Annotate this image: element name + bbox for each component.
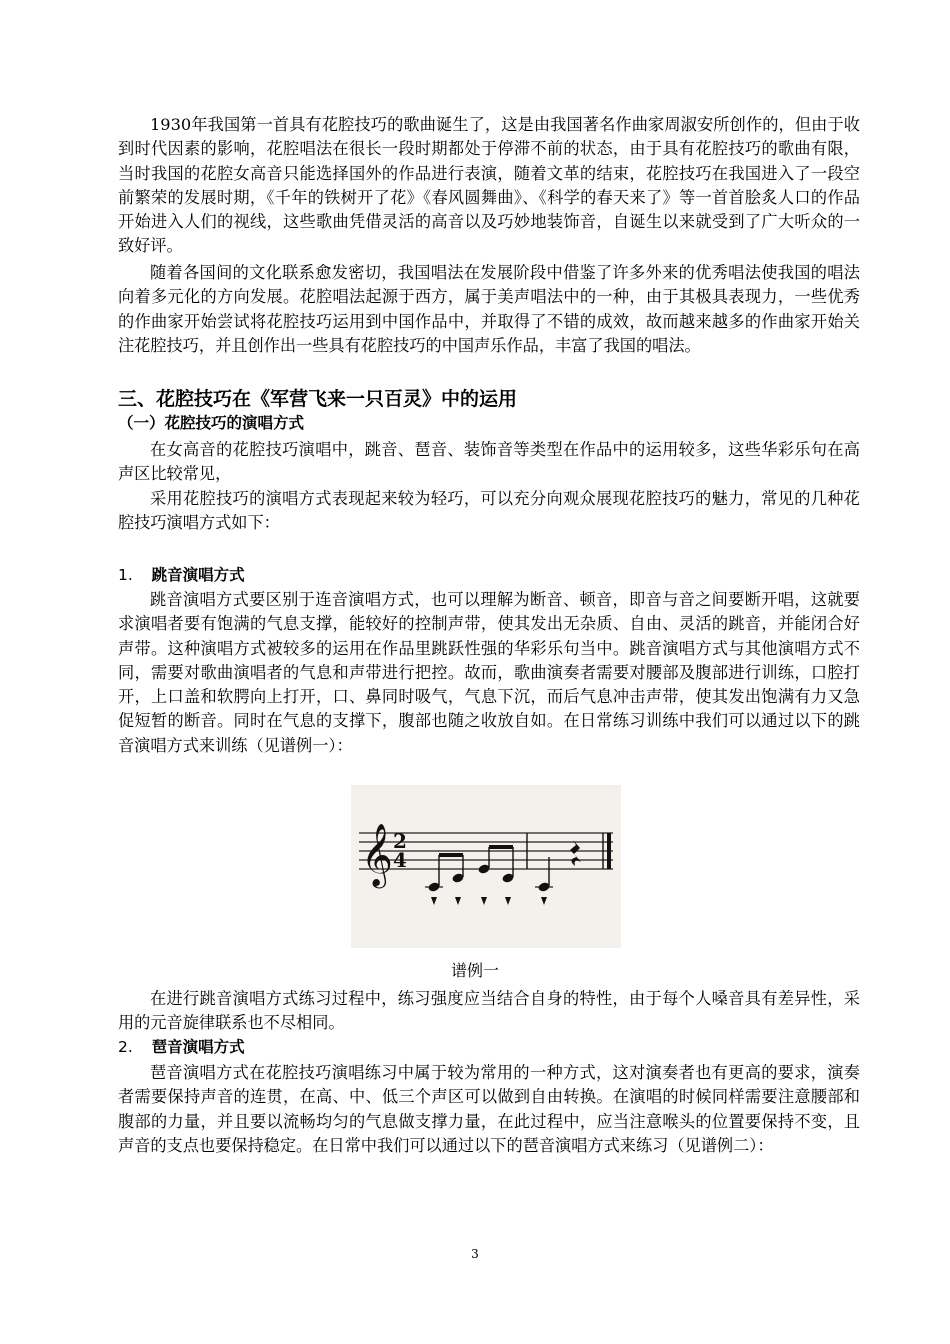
paragraph-5: 跳音演唱方式要区别于连音演唱方式，也可以理解为断音、顿音，即音与音之间要断开唱，这就要求演唱者要有饱满的气息支撑，能较好的控制声带，使其发出无杂质、自由、灵活的跳音，并能闭合好声带。这种演唱方式被较多的运用在作品里跳跃性强的华彩乐句当中。跳音演唱方式与其他演唱方式不同，需要对歌曲演唱者的气息和声带进行把控。故而，歌曲演奏者需要对腰部及腹部进行训练，口腔打开，上口盖和软腭向上打开，口、鼻同时吸气，气息下沉，而后气息冲击声带，使其发出饱满有力又急促短暂的断音。同时在气息的支撑下，腹部也随之收放自如。在日常练习训练中我们可以通过以下的跳音演唱方式来训练（见谱例一）： [118,590,860,755]
paragraph-7: 琶音演唱方式在花腔技巧演唱练习中属于较为常用的一种方式，这对演奏者也有更高的要求，演奏者需要保持声音的连贯，在高、中、低三个声区可以做到自由转换。在演唱的时候同样需要注意腰部和腹部的力量，并且要以流畅均匀的气息做支撑力量，在此过程中，应当注意喉头的位置要保持不变，且声音的支点也要保持稳定。在日常中我们可以通过以下的琶音演唱方式来练习（见谱例二）： [118,1063,860,1155]
paragraph-1: 1930年我国第一首具有花腔技巧的歌曲诞生了，这是由我国著名作曲家周淑安所创作的，但由于收到时代因素的影响，花腔唱法在很长一段时期都处于停滞不前的状态，由于具有花腔技巧的歌曲有限，当时我国的花腔女高音只能选择国外的作品进行表演，随着文革的结束，花腔技巧在我国进入了一段空前繁荣的发展时期，《千年的铁树开了花》《春风圆舞曲》、《科学的春天来了》等一首首脍炙人口的作品开始进入人们的视线，这些歌曲凭借灵活的高音以及巧妙地装饰音，自诞生以来就受到了广大听众的一致好评。 [118,115,860,256]
paragraph-3: 在女高音的花腔技巧演唱中，跳音、琶音、装饰音等类型在作品中的运用较多，这些华彩乐句在高声区比较常见， [118,440,860,484]
figure-caption: 谱例一 [450,961,499,980]
item-number: 1. [118,566,133,584]
quarter-rest-icon [570,840,581,866]
item-title: 跳音演唱方式 [151,566,245,584]
item-number: 2. [118,1038,133,1056]
time-signature-bottom: 4 [393,848,407,872]
paragraph-6: 在进行跳音演唱方式练习过程中，练习强度应当结合自身的特性，由于每个人嗓音具有差异性，采用的元音旋律联系也不尽相同。 [118,989,860,1033]
item-heading-2 [118,1035,245,1059]
section-heading: 三、花腔技巧在《军营飞来一只百灵》中的运用 [118,388,518,410]
page-number: 3 [471,1247,479,1261]
paragraph-2: 随着各国间的文化联系愈发密切，我国唱法在发展阶段中借鉴了许多外来的优秀唱法使我国的唱法向着多元化的方向发展。花腔唱法起源于西方，属于美声唱法中的一种，由于其极具表现力，一些优秀的作曲家开始尝试将花腔技巧运用到中国作品中，并取得了不错的成效，故而越来越多的作曲家开始关注花腔技巧，并且创作出一些具有花腔技巧的中国声乐作品，丰富了我国的唱法。 [118,263,860,355]
item-heading-1 [118,563,245,587]
subsection-heading: （一）花腔技巧的演唱方式 [118,414,305,432]
time-signature-top: 2 [393,829,407,853]
paragraph-4: 采用花腔技巧的演唱方式表现起来较为轻巧，可以充分向观众展现花腔技巧的魅力，常见的几种花腔技巧演唱方式如下： [118,489,860,533]
item-title: 琶音演唱方式 [151,1038,245,1056]
treble-clef-icon: 𝄞 [361,823,393,886]
music-score-staccato-icon [351,785,621,948]
music-score-figure [351,785,621,948]
staccato-marks [431,897,547,905]
